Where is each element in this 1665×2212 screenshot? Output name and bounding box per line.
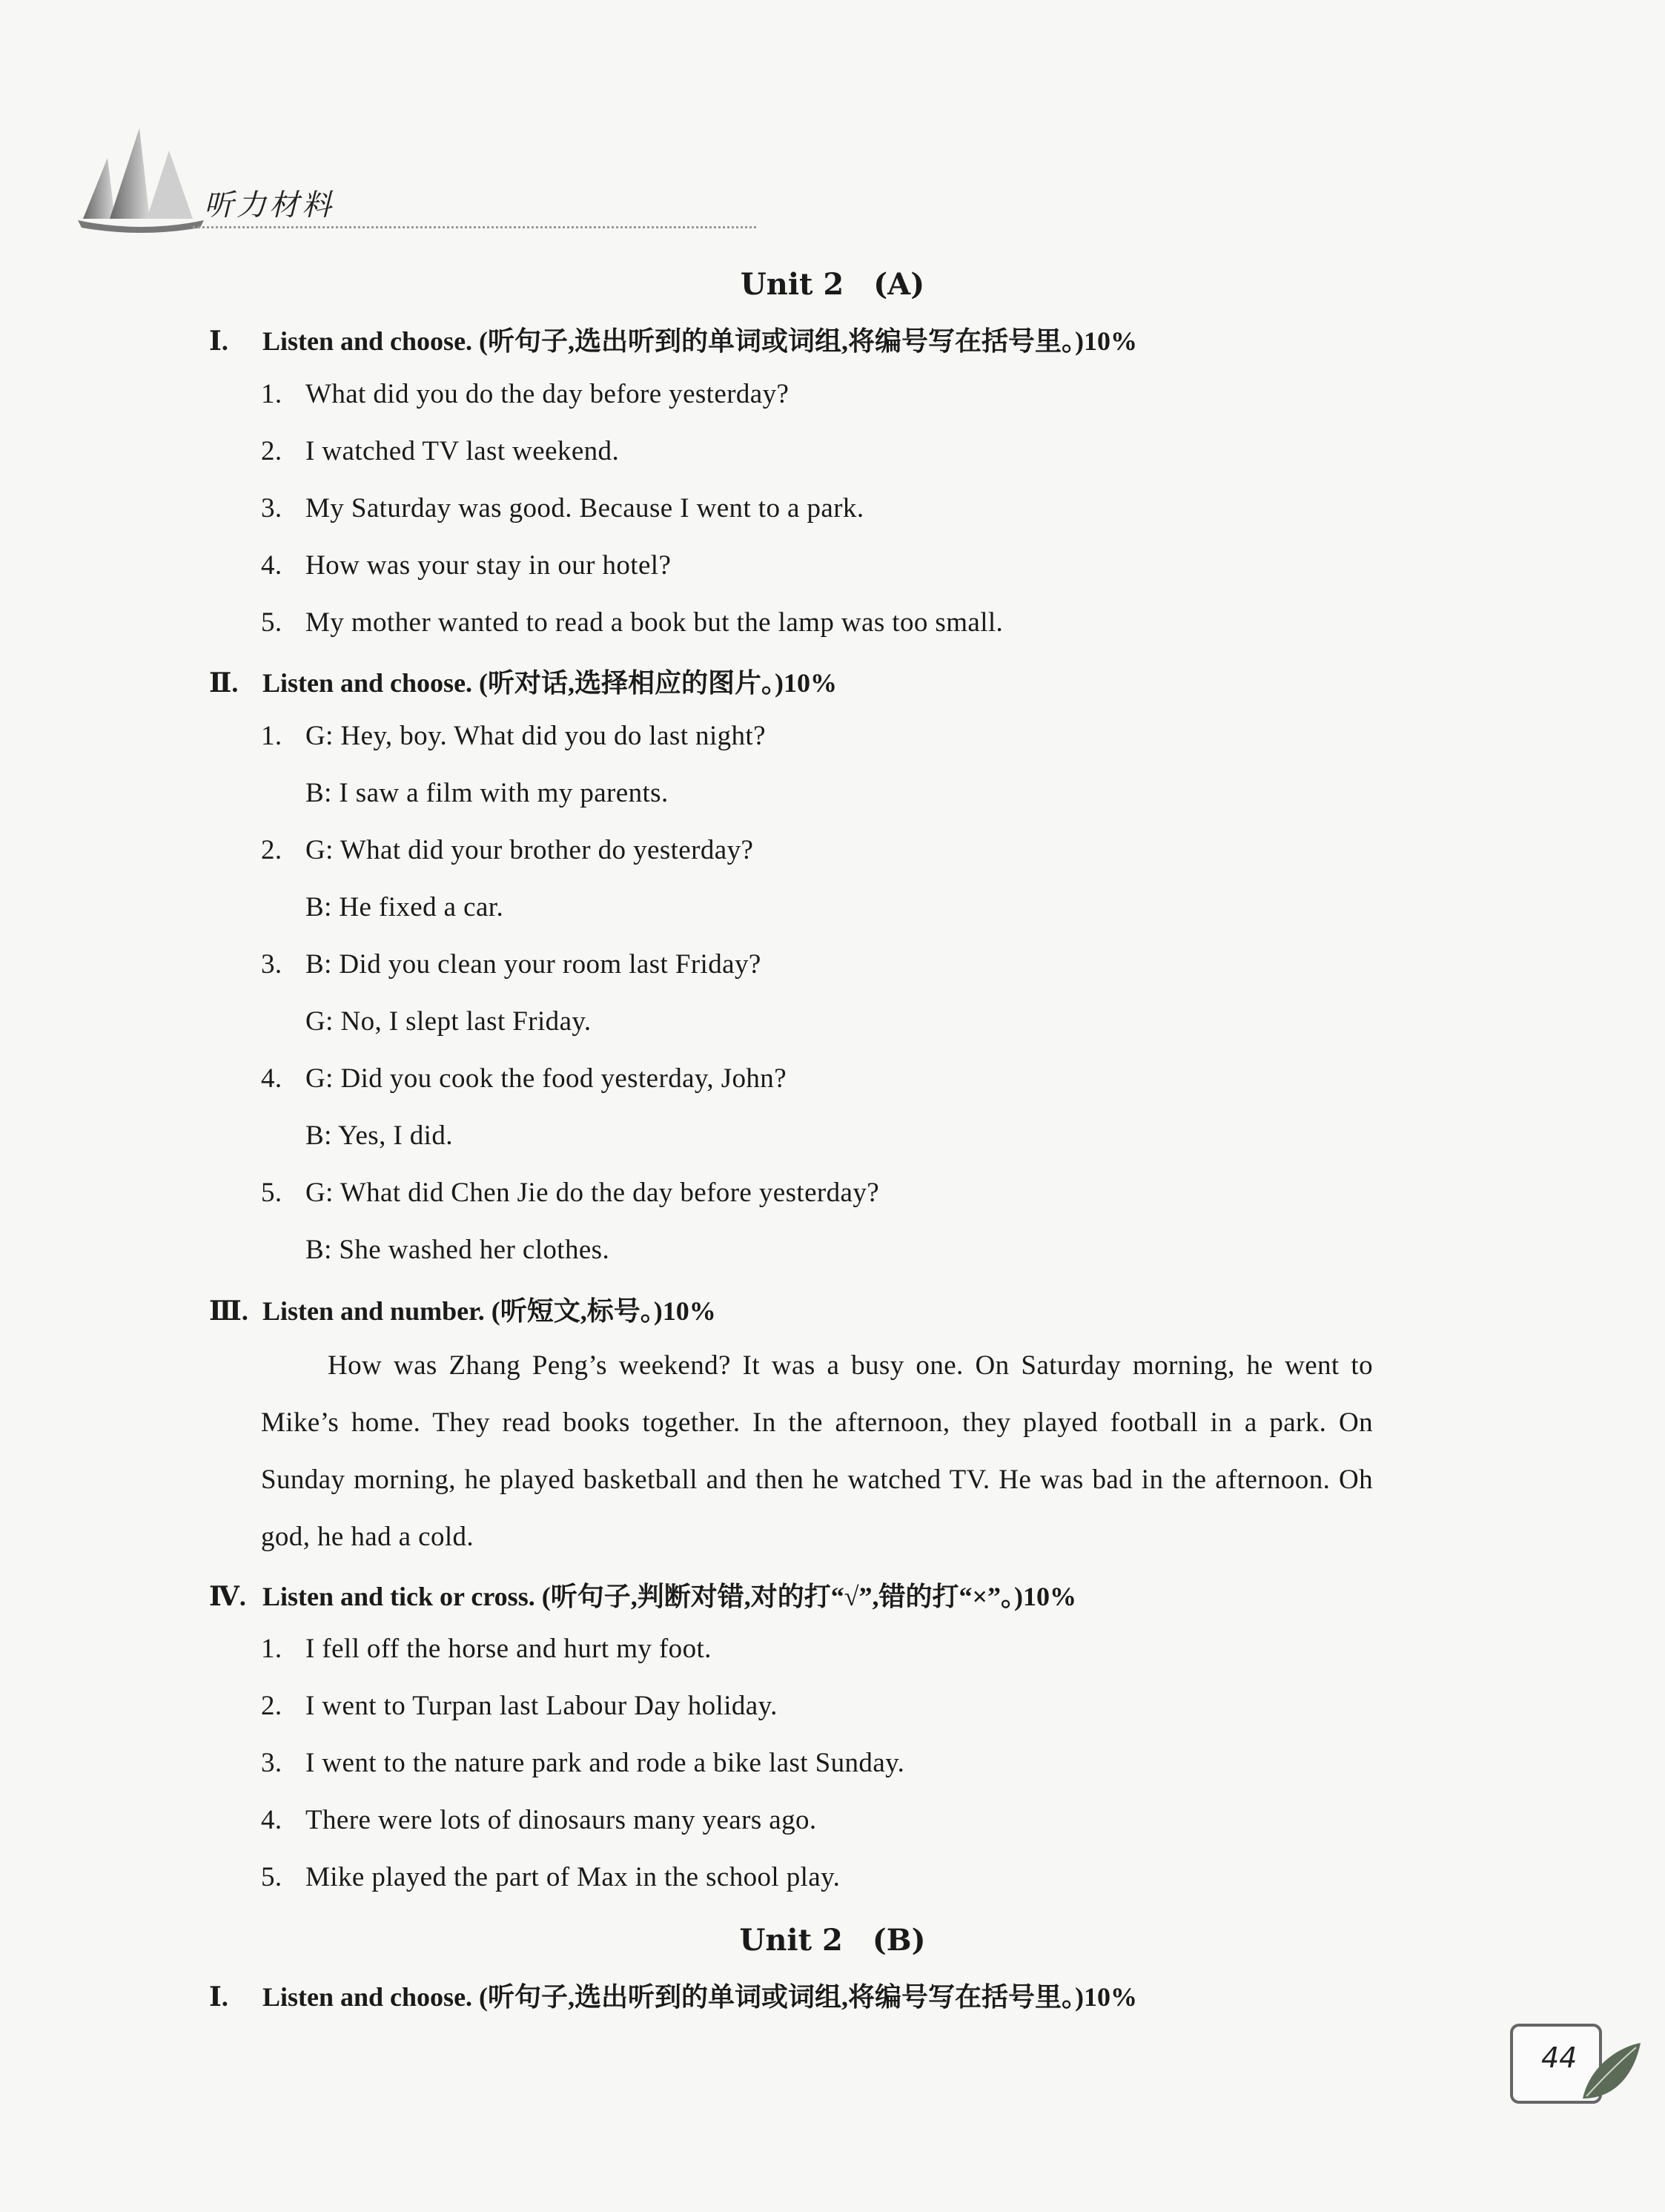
section-number: Ⅲ. [209,1296,248,1326]
header-title: 听力材料 [204,188,334,222]
list-item: 4. There were lots of dinosaurs many years ago. [261,1805,817,1835]
list-item: 2. I went to Turpan last Labour Day holiday. [261,1691,778,1721]
section-instruction: Listen and number. (听短文,标号。)10% [262,1296,716,1326]
dialogue-line: 4. G: Did you cook the food yesterday, John? [261,1063,787,1094]
section-instruction: Listen and choose. (听句子,选出听到的单词或词组,将编号写在括号里。)10% [262,326,1138,356]
list-item: 4. How was your stay in our hotel? [261,550,672,581]
dialogue-line: 1. G: Hey, boy. What did you do last night? [261,721,766,751]
unit-title: Unit 2 (A) [740,267,925,302]
dialogue-line: B: He fixed a car. [305,892,504,922]
section-instruction: Listen and choose. (听对话,选择相应的图片。)10% [262,668,838,698]
page-number: 44 [1541,2041,1578,2074]
section-number: Ⅳ. [209,1582,246,1611]
dialogue-line: B: She washed her clothes. [305,1235,610,1265]
dialogue-line: 2. G: What did your brother do yesterday? [261,835,754,865]
section-number: Ⅱ. [209,668,239,698]
list-item: 3. My Saturday was good. Because I went to a park. [261,493,864,524]
list-item: 1. What did you do the day before yesterday? [261,379,790,409]
section-heading [209,320,1137,358]
dialogue-line: 3. B: Did you clean your room last Friday? [261,949,761,980]
section-heading [209,1576,1076,1614]
section-heading [209,1290,716,1328]
dialogue-line: G: No, I slept last Friday. [305,1006,592,1037]
list-item: 1. I fell off the horse and hurt my foot. [261,1634,712,1664]
section-instruction: Listen and tick or cross. (听句子,判断对错,对的打“√”,错的打“×”。)10% [262,1582,1076,1611]
dialogue-line: 5. G: What did Chen Jie do the day before yesterday? [261,1178,880,1208]
list-item: 2. I watched TV last weekend. [261,436,620,466]
section-number: Ⅰ. [209,326,228,356]
section-heading [209,662,837,700]
unit-title: Unit 2 (B) [739,1923,926,1958]
dialogue-line: B: I saw a film with my parents. [305,778,669,808]
dialogue-line: B: Yes, I did. [305,1120,453,1151]
section-instruction: Listen and choose. (听句子,选出听到的单词或词组,将编号写在括号里。)10% [262,1982,1138,2012]
page-header [74,122,1334,234]
list-item: 5. My mother wanted to read a book but the lamp was too small. [261,607,1004,638]
page-number-badge [1509,2021,1642,2110]
sailboat-logo-icon [74,122,208,234]
listening-passage: How was Zhang Peng’s weekend? It was a busy one. On Saturday morning, he went to Mike’s home. They read books together. In the afternoon, they played football in a park. On Sunday morning, he played basketball and then he watched TV. He was bad in the afternoon. Oh god, he had a cold. [261,1350,1373,1552]
list-item: 5. Mike played the part of Max in the school play. [261,1862,841,1892]
section-heading [209,1976,1137,2014]
header-divider [193,226,756,228]
section-number: Ⅰ. [209,1982,228,2012]
list-item: 3. I went to the nature park and rode a bike last Sunday. [261,1748,905,1778]
